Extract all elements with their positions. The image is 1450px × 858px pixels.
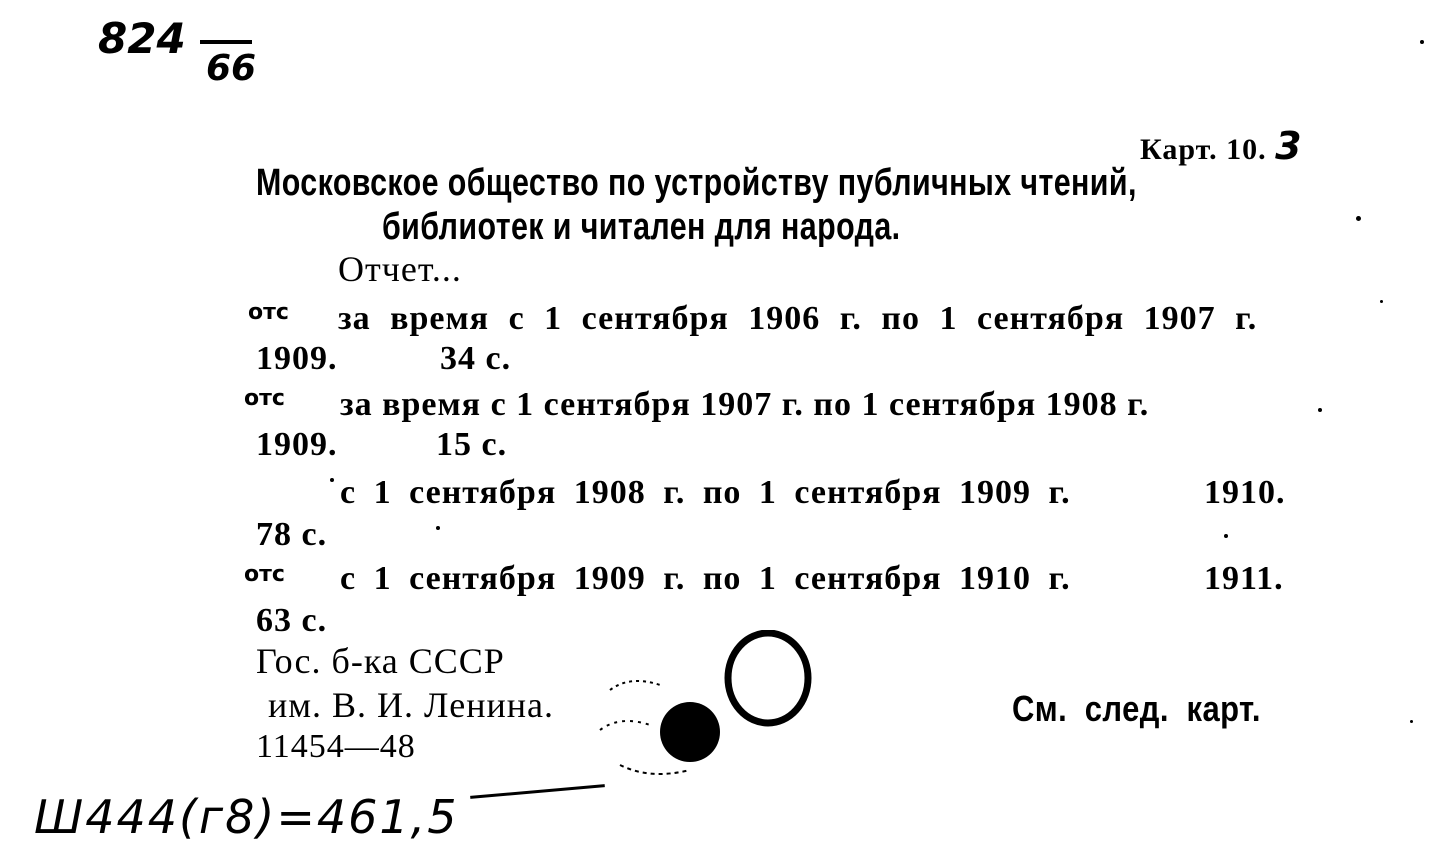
entry-2-pages: 15 с. <box>436 426 508 463</box>
card-number-label: Карт. 10. <box>1140 133 1267 166</box>
scan-speck <box>1356 216 1361 221</box>
entry-4-mark: отс <box>244 562 285 587</box>
entry-3-year: 1910. <box>1204 474 1286 511</box>
scan-speck <box>1410 720 1413 723</box>
entry-2-mark: отс <box>244 386 285 411</box>
scan-speck <box>1318 408 1322 412</box>
bottom-underline <box>470 784 605 799</box>
scan-speck <box>330 478 334 482</box>
handwritten-bottom-code: Ш444(г8)=461,5 <box>34 790 459 844</box>
scan-speck <box>1420 40 1424 44</box>
entry-1-pages: 34 с. <box>440 340 512 377</box>
entry-1-year: 1909. <box>256 340 338 377</box>
catalog-code: 11454—48 <box>256 728 416 765</box>
scan-speck <box>1224 534 1228 538</box>
heading-line-1: Московское общество по устройству публичных чтений, <box>256 162 1137 204</box>
entry-3-line: с 1 сентября 1908 г. по 1 сентября 1909 г. <box>340 474 1071 511</box>
shelf-number-fraction: 66 <box>206 48 257 89</box>
library-line-2: им. В. И. Ленина. <box>268 685 554 725</box>
see-next-card: См. след. карт. <box>1012 688 1261 729</box>
scan-speck <box>436 526 440 530</box>
entry-3-pages: 78 с. <box>256 516 328 553</box>
library-line-1: Гос. б-ка СССР <box>256 641 505 681</box>
entry-2-line: за время с 1 сентября 1907 г. по 1 сентября 1908 г. <box>340 386 1150 423</box>
entry-1-line: за время с 1 сентября 1906 г. по 1 сентября 1907 г. <box>338 300 1258 337</box>
entry-4-line: с 1 сентября 1909 г. по 1 сентября 1910 г. <box>340 560 1071 597</box>
fraction-bar <box>200 40 252 44</box>
entry-4-year: 1911. <box>1204 560 1284 597</box>
shelf-number-main: 824 <box>98 14 186 63</box>
entry-2-year: 1909. <box>256 426 338 463</box>
scan-speck <box>1380 300 1383 303</box>
entry-4-pages: 63 с. <box>256 602 328 639</box>
handwritten-shelf-number <box>98 14 186 63</box>
card-number <box>1140 124 1303 168</box>
entry-1-mark: отс <box>248 300 289 325</box>
ink-stamp <box>590 630 830 780</box>
subtitle: Отчет... <box>338 249 462 289</box>
heading-line-2: библиотек и читален для народа. <box>382 206 901 248</box>
card-number-hand: 3 <box>1275 124 1303 168</box>
